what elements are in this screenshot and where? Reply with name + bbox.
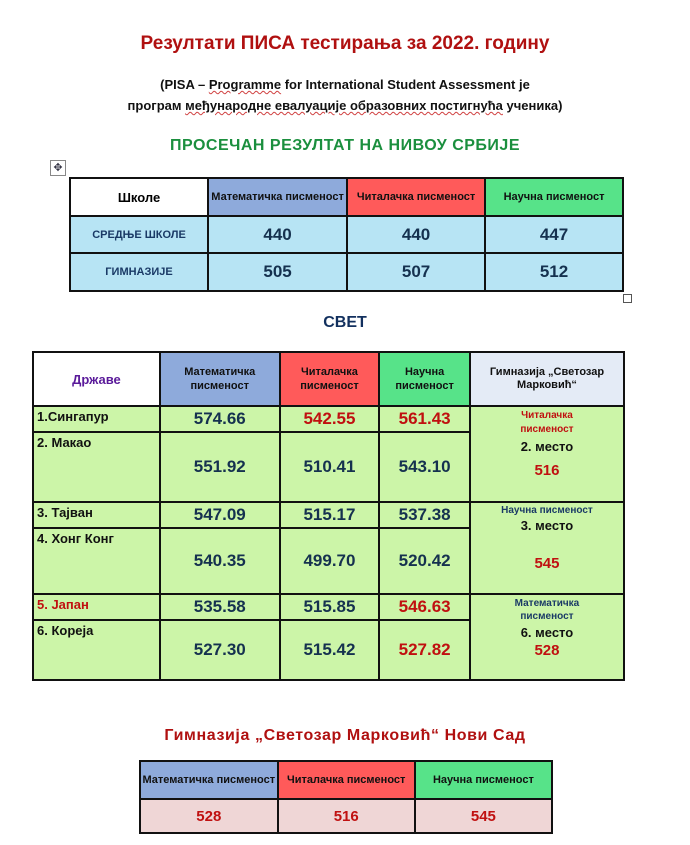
subtitle-line-1-prefix: (PISA – [160, 77, 209, 92]
world-header-science: Научна писменост [379, 352, 470, 406]
gym-reading-score: 516 [534, 462, 560, 479]
move-handle-icon[interactable]: ✥ [50, 160, 66, 176]
resize-handle-icon[interactable] [623, 294, 632, 303]
table-row [33, 502, 624, 528]
serbia-science-value: 447 [485, 216, 623, 253]
table-row [33, 594, 624, 620]
serbia-table [69, 177, 624, 292]
math-value: 535.58 [160, 594, 280, 620]
table-row [140, 799, 552, 833]
country-name: 4. Хонг Конг [33, 528, 160, 594]
science-value: 543.10 [379, 432, 470, 502]
serbia-header-reading: Читалачка писменост [347, 178, 485, 216]
gym-science-score: 545 [534, 555, 560, 572]
serbia-math-value: 440 [208, 216, 347, 253]
serbia-header-math: Математичка писменост [208, 178, 347, 216]
subtitle-line-2-prefix: програм [127, 98, 186, 113]
gym-reading-place: 2. место [520, 439, 574, 454]
reading-value: 499.70 [280, 528, 380, 594]
gym-math-place: 6. место [520, 625, 574, 640]
gym-reading-label: Читалачка писменост [520, 410, 574, 435]
science-value: 537.38 [379, 502, 470, 528]
gymnasium-table [139, 760, 553, 834]
serbia-science-value: 512 [485, 253, 623, 291]
subtitle-line-2-underlined: међународне евалуације образовних постигнућа [185, 98, 503, 113]
science-value: 527.82 [379, 620, 470, 680]
serbia-heading: ПРОСЕЧАН РЕЗУЛТАТ НА НИВОУ СРБИЈЕ [169, 137, 520, 154]
gym-math-label: Математичка писменост [514, 598, 580, 622]
country-name: 6. Кореја [33, 620, 160, 680]
serbia-header-science: Научна писменост [485, 178, 623, 216]
table-row [70, 253, 623, 291]
country-name: 3. Тајван [33, 502, 160, 528]
gym-science-place: 3. место [520, 518, 574, 533]
world-table [32, 351, 625, 681]
science-value: 561.43 [379, 406, 470, 432]
reading-value: 515.42 [280, 620, 380, 680]
subtitle-line-1-suffix: for International Student Assessment је [281, 77, 530, 92]
gym-math-cell [470, 594, 624, 680]
reading-value: 510.41 [280, 432, 380, 502]
reading-value: 515.85 [280, 594, 380, 620]
world-heading: СВЕТ [323, 314, 367, 331]
subtitle-line-1-underlined: Programme [208, 77, 282, 92]
science-value: 546.63 [379, 594, 470, 620]
serbia-row-label: СРЕДЊЕ ШКОЛЕ [70, 216, 208, 253]
science-value: 520.42 [379, 528, 470, 594]
gym-math-value: 528 [140, 799, 278, 833]
serbia-reading-value: 440 [347, 216, 485, 253]
gym-reading-cell [470, 406, 624, 502]
gym-header-math: Математичка писменост [140, 761, 278, 799]
subtitle-line-2-suffix: ученика) [502, 98, 563, 113]
gym-science-value: 545 [415, 799, 552, 833]
table-row [70, 216, 623, 253]
gym-header-science: Научна писменост [415, 761, 552, 799]
serbia-header-schools: Школе [70, 178, 208, 216]
country-name: 5. Јапан [33, 594, 160, 620]
gym-science-cell [470, 502, 624, 594]
gym-header-reading: Читалачка писменост [278, 761, 415, 799]
table-row [33, 406, 624, 432]
gym-reading-value: 516 [278, 799, 415, 833]
world-header-countries: Државе [33, 352, 160, 406]
math-value: 527.30 [160, 620, 280, 680]
reading-value: 542.55 [280, 406, 380, 432]
subtitle-line-2 [0, 98, 690, 113]
math-value: 551.92 [160, 432, 280, 502]
country-name: 1.Сингапур [33, 406, 160, 432]
world-header-math: Математичка писменост [160, 352, 280, 406]
reading-value: 515.17 [280, 502, 380, 528]
gym-math-score: 528 [534, 642, 560, 659]
gym-science-label: Научна писменост [501, 505, 593, 516]
math-value: 574.66 [160, 406, 280, 432]
subtitle-line-1 [0, 77, 690, 92]
country-name: 2. Макао [33, 432, 160, 502]
world-header-gymnasium: Гимназија „Светозар Марковић“ [470, 352, 624, 406]
serbia-row-label: ГИМНАЗИЈЕ [70, 253, 208, 291]
serbia-math-value: 505 [208, 253, 347, 291]
math-value: 540.35 [160, 528, 280, 594]
gymnasium-heading: Гимназија „Светозар Марковић“ Нови Сад [164, 727, 526, 744]
math-value: 547.09 [160, 502, 280, 528]
page-title: Резултати ПИСА тестирања за 2022. годину [140, 33, 550, 54]
world-header-reading: Читалачка писменост [280, 352, 380, 406]
serbia-reading-value: 507 [347, 253, 485, 291]
